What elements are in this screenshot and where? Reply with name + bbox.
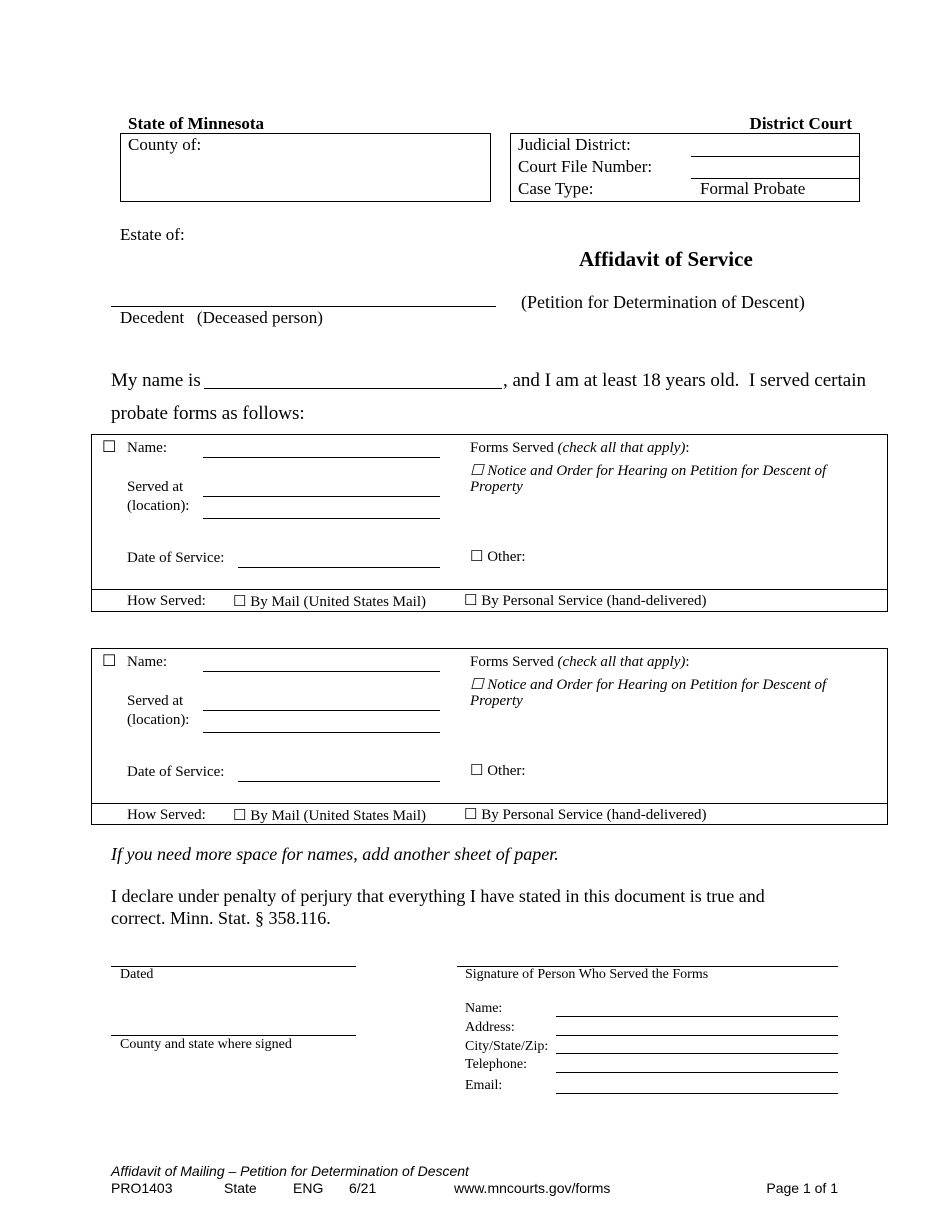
court-file-number-label: Court File Number: xyxy=(518,157,653,176)
state-heading: State of Minnesota xyxy=(128,114,264,133)
declaration-line1: I declare under penalty of perjury that everything I have stated in this document is true and xyxy=(111,886,765,906)
recipient-checkbox[interactable]: ☐ xyxy=(102,439,117,456)
footer-page-number: Page 1 of 1 xyxy=(766,1180,838,1196)
how-served-label: How Served: xyxy=(127,807,206,823)
by-mail-checkbox[interactable]: ☐ By Mail (United States Mail) xyxy=(233,808,427,824)
county-box[interactable] xyxy=(120,133,491,202)
decedent-name-field[interactable] xyxy=(111,306,496,307)
other-checkbox-item[interactable]: ☐ Other: xyxy=(470,763,526,779)
sig-city-field[interactable] xyxy=(556,1053,838,1054)
by-personal-checkbox[interactable]: ☐ By Personal Service (hand-delivered) xyxy=(464,807,707,823)
sig-name-label: Name: xyxy=(465,1001,503,1016)
other-checkbox-item[interactable]: ☐ Other: xyxy=(470,549,526,565)
sig-email-label: Email: xyxy=(465,1078,503,1093)
location-field-1[interactable] xyxy=(203,710,440,711)
by-mail-checkbox[interactable]: ☐ By Mail (United States Mail) xyxy=(233,594,427,610)
divider xyxy=(92,589,887,590)
forms-served-label: Forms Served (check all that apply): xyxy=(470,440,690,456)
footer-date: 6/21 xyxy=(349,1180,377,1196)
sig-telephone-field[interactable] xyxy=(556,1072,838,1073)
court-file-number-field[interactable] xyxy=(691,178,859,179)
intro-line2: probate forms as follows: xyxy=(111,403,305,424)
how-served-label: How Served: xyxy=(127,593,206,609)
date-of-service-label: Date of Service: xyxy=(127,764,225,780)
date-of-service-field[interactable] xyxy=(238,781,440,782)
notice-checkbox-item[interactable]: ☐ Notice and Order for Hearing on Petition for Descent of xyxy=(470,677,827,693)
by-personal-checkbox[interactable]: ☐ By Personal Service (hand-delivered) xyxy=(464,593,707,609)
notice-item-continued: Property xyxy=(470,479,523,495)
location-label: (location): xyxy=(127,498,190,514)
intro-rest: , and I am at least 18 years old. I served certain xyxy=(503,370,866,391)
more-space-note: If you need more space for names, add another sheet of paper. xyxy=(111,844,559,864)
served-at-label: Served at xyxy=(127,479,184,495)
service-block-1 xyxy=(91,434,888,612)
case-type-label: Case Type: xyxy=(518,179,594,198)
case-type-value: Formal Probate xyxy=(700,179,806,198)
estate-label: Estate of: xyxy=(120,225,185,244)
sig-telephone-label: Telephone: xyxy=(465,1057,527,1072)
decedent-label: Decedent (Deceased person) xyxy=(120,308,323,327)
forms-served-label: Forms Served (check all that apply): xyxy=(470,654,690,670)
name-field[interactable] xyxy=(203,671,440,672)
name-label: Name: xyxy=(127,654,167,670)
name-field[interactable] xyxy=(203,457,440,458)
declaration-line2: correct. Minn. Stat. § 358.116. xyxy=(111,908,331,928)
sig-city-label: City/State/Zip: xyxy=(465,1039,549,1054)
location-field-2[interactable] xyxy=(203,518,440,519)
county-state-label: County and state where signed xyxy=(120,1037,292,1052)
case-info-box xyxy=(510,133,860,202)
notice-checkbox-item[interactable]: ☐ Notice and Order for Hearing on Petition for Descent of xyxy=(470,463,827,479)
county-state-field[interactable] xyxy=(111,1035,356,1036)
sig-name-field[interactable] xyxy=(556,1016,838,1017)
footer-state: State xyxy=(224,1180,257,1196)
dated-label: Dated xyxy=(120,967,154,982)
location-field-1[interactable] xyxy=(203,496,440,497)
service-block-2 xyxy=(91,648,888,825)
location-field-2[interactable] xyxy=(203,732,440,733)
affiant-name-field[interactable] xyxy=(204,388,502,389)
sig-address-field[interactable] xyxy=(556,1035,838,1036)
intro-my-name: My name is xyxy=(111,370,201,391)
county-label: County of: xyxy=(128,135,202,154)
court-heading: District Court xyxy=(749,114,852,133)
footer-language: ENG xyxy=(293,1180,324,1196)
sig-email-field[interactable] xyxy=(556,1093,838,1094)
divider xyxy=(92,803,887,804)
location-label: (location): xyxy=(127,712,190,728)
sig-address-label: Address: xyxy=(465,1020,515,1035)
served-at-label: Served at xyxy=(127,693,184,709)
signature-label: Signature of Person Who Served the Forms xyxy=(465,967,709,982)
date-of-service-label: Date of Service: xyxy=(127,550,225,566)
footer-url[interactable]: www.mncourts.gov/forms xyxy=(454,1180,611,1196)
notice-item-continued: Property xyxy=(470,693,523,709)
footer-form-number: PRO1403 xyxy=(111,1180,173,1196)
page-subtitle: (Petition for Determination of Descent) xyxy=(521,292,805,312)
judicial-district-label: Judicial District: xyxy=(518,135,631,154)
judicial-district-field[interactable] xyxy=(691,156,859,157)
footer-title: Affidavit of Mailing – Petition for Determination of Descent xyxy=(111,1163,469,1179)
page-title: Affidavit of Service xyxy=(579,247,753,271)
date-of-service-field[interactable] xyxy=(238,567,440,568)
name-label: Name: xyxy=(127,440,167,456)
recipient-checkbox[interactable]: ☐ xyxy=(102,653,117,670)
